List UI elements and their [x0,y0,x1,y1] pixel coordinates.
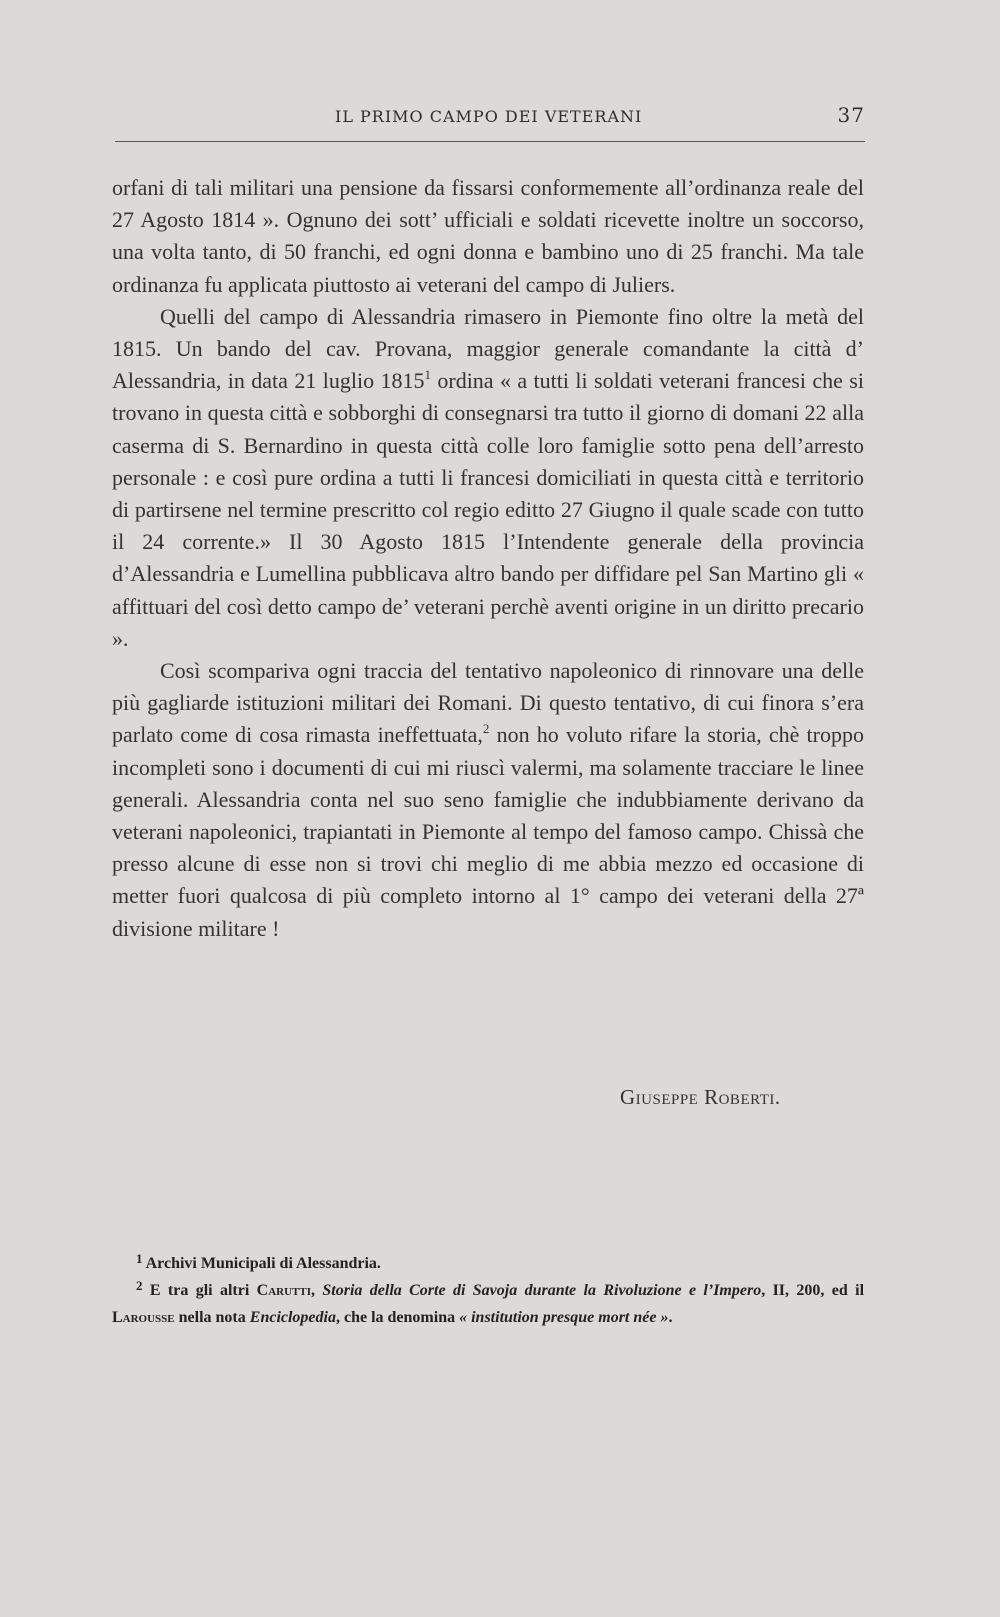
author-name: Giuseppe Roberti. [620,1085,781,1109]
footnote-1-text: Archivi Municipali di Alessandria. [142,1255,381,1272]
footnote-2-ref: , II, 200, ed il [761,1282,865,1299]
footnote-2-enciclopedia: Enciclopedia [249,1309,336,1326]
footnote-2-quote: « institution presque mort née » [459,1309,669,1326]
paragraph-3 [112,655,864,945]
footnote-ref-2: 2 [482,721,490,737]
paragraph-1: orfani di tali militari una pensione da fissarsi conformemente all’ordinanza reale del 27 Agosto 1814 ». Ognuno dei sott’ ufficiali e soldati ricevette inoltre un soccorso, una volta tanto, di 50 franchi, ed ogni donna e bambino uno di 25 franchi. Ma tale ordinanza fu applicata piuttosto ai veterani del campo di Juliers. [112,175,864,297]
header-rule [115,141,865,142]
footnote-2-end: . [668,1309,673,1326]
footnote-2-title: Storia della Corte di Savoja durante la Rivoluzione e l’Impero [322,1282,762,1299]
footnote-2 [112,1277,864,1331]
paragraph-2-start: Quelli del campo di Alessandria rimasero in Piemonte fino oltre la metà del 1815. Un bando del cav. Provana, maggior generale comandante la città d’ Alessandria, in data 21 luglio 1815 [112,303,864,394]
paragraph-3-end: non ho voluto rifare la storia, chè troppo incompleti sono i documenti di cui mi riuscì valermi, ma solamente tracciare le linee generali. Alessandria conta nel suo seno famiglie che indubbiamente derivano da veterani napoleonici, trapiantati in Piemonte al tempo del famoso campo. Chissà che presso alcune di esse non si trovi chi meglio di me abbia mezzo ed occasione di metter fuori qualcosa di più completo intorno al 1° campo dei veterani della 27ª divisione militare ! [112,722,864,941]
running-title: IL PRIMO CAMPO DEI VETERANI [335,107,643,126]
footnotes [112,1250,864,1331]
footnote-2-mark: 2 [136,1278,143,1293]
page-number: 37 [837,103,865,127]
footnote-2-intro: E tra gli altri [142,1282,257,1299]
main-text [112,172,864,945]
paragraph-2-end: ordina « a tutti li soldati veterani francesi che si trovano in questa città e sobborghi di consegnarsi tra tutto il giorno di domani 22 alla caserma di S. Bernardino in questa città colle loro famiglie sotto pena dell’arresto personale : e così pure ordina a tutti li francesi domiciliati in questa città e territorio di partirsene nel termine prescritto col regio editto 27 Giugno il quale scade con tutto il 24 corrente.» Il 30 Agosto 1815 l’Intendente generale della provincia d’Alessandria e Lumellina pubblicava altro bando per diffidare pel San Martino gli « affittuari del così detto campo de’ veterani perchè aventi origine in un diritto precario ». [112,368,864,651]
footnote-2-nella: nella nota [174,1309,250,1326]
footnote-2-denomina: , che la denomina [335,1309,460,1326]
footnote-1-mark: 1 [136,1251,143,1266]
page-header [115,103,865,133]
author-signature [620,1085,865,1110]
footnote-ref-1: 1 [424,367,431,383]
footnote-2-sep: , [311,1282,323,1299]
footnote-1 [112,1250,864,1277]
footnote-2-author: Carutti [256,1282,312,1299]
footnote-2-larousse: Larousse [112,1309,175,1326]
paragraph-3-start: Così scompariva ogni traccia del tentativo napoleonico di rinnovare una delle più gagliarde istituzioni militari dei Romani. Di questo tentativo, di cui finora s’era parlato come di cosa rimasta ineffettuata, [112,658,864,748]
paragraph-2 [112,301,864,655]
